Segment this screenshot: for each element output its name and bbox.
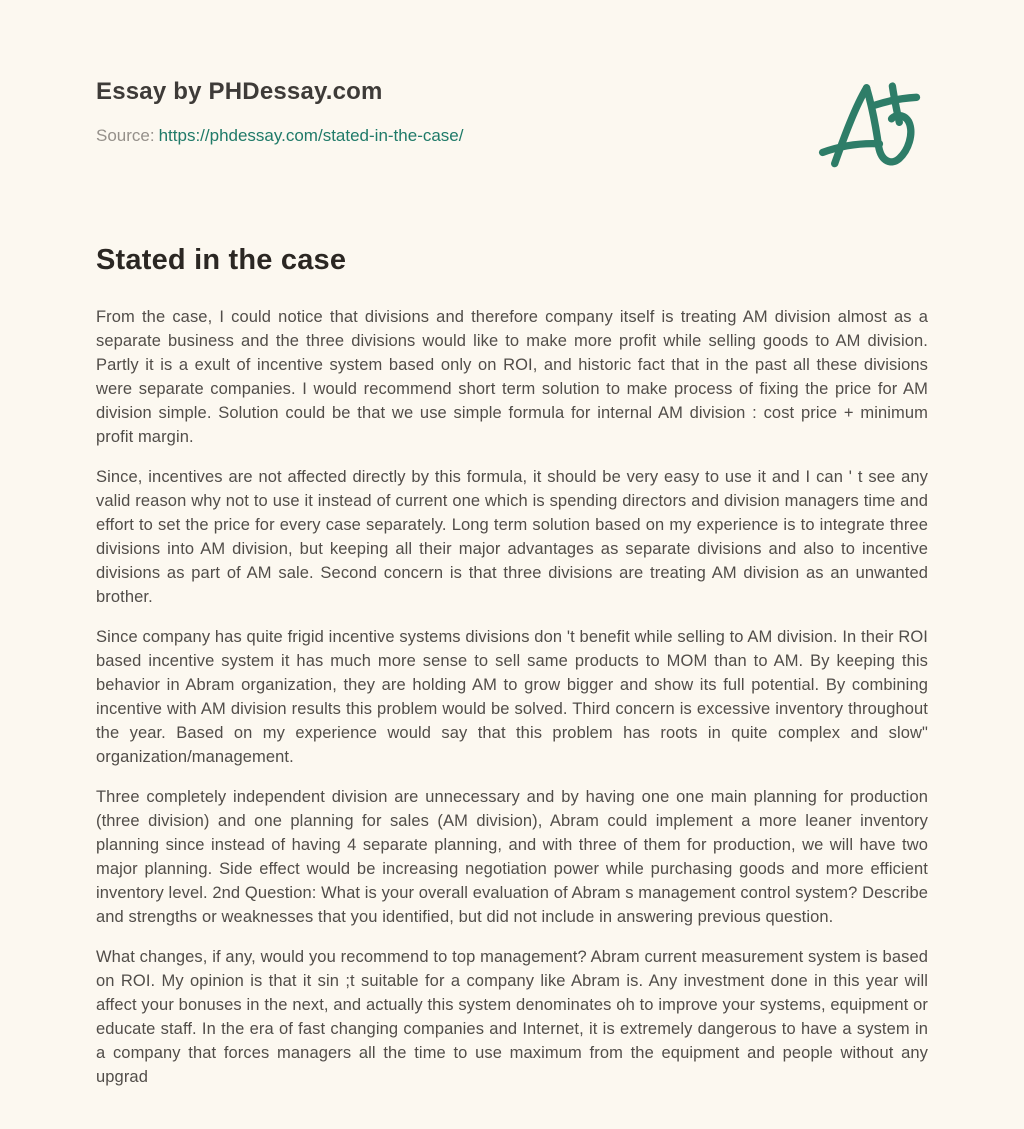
- essay-paragraph: Since, incentives are not affected directly by this formula, it should be very easy to use it and I can ' t see any valid reason why not to use it instead of current one which is spending directors and division managers time and effort to set the price for every case separately. Long term solution based on my experience is to integrate three divisions into AM division, but keeping all their major advantages as separate divisions and also to incentive divisions as part of AM sale. Second concern is that three divisions are treating AM division as an unwanted brother.: [96, 468, 928, 606]
- header-text-block: [96, 72, 463, 146]
- source-label: Source:: [96, 126, 155, 145]
- a-plus-logo-icon: [814, 70, 926, 178]
- essay-body: [96, 305, 928, 1129]
- page-header: [96, 72, 928, 178]
- content-container: [96, 0, 928, 1129]
- source-url-link[interactable]: https://phdessay.com/stated-in-the-case/: [158, 126, 464, 145]
- essay-paragraph: What changes, if any, would you recommend to top management? Abram current measurement system is based on ROI. My opinion is that it sin ;t suitable for a company like Abram is. Any investment done in this year will affect your bonuses in the next, and actually this system denominates oh to improve your systems, equipment or educate staff. In the era of fast changing companies and Internet, it is extremely dangerous to have a system in a company that forces managers all the time to use maximum from the equipment and people without any upgrad: [96, 948, 928, 1086]
- essay-paragraph: Three completely independent division are unnecessary and by having one one main planning for production (three division) and one planning for sales (AM division), Abram could implement a more leaner inventory planning since instead of having 4 separate planning, and with three of them for production, we will have two major planning. Side effect would be increasing negotiation power while purchasing goods and more efficient inventory level. 2nd Question: What is your overall evaluation of Abram s management control system? Describe and strengths or weaknesses that you identified, but did not include in answering previous question.: [96, 788, 928, 926]
- essay-title: Stated in the case: [96, 244, 347, 276]
- site-title: Essay by PHDessay.com: [96, 78, 383, 105]
- essay-paragraph: From the case, I could notice that divisions and therefore company itself is treating AM division almost as a separate business and the three divisions would like to make more profit while selling goods to AM division. Partly it is a exult of incentive system based only on ROI, and historic fact that in the past all these divisions were separate companies. I would recommend short term solution to make process of fixing the price for AM division simple. Solution could be that we use simple formula for internal AM division : cost price + minimum profit margin.: [96, 308, 928, 446]
- essay-paragraph: Since company has quite frigid incentive systems divisions don 't benefit while selling to AM division. In their ROI based incentive system it has much more sense to sell same products to MOM than to AM. By keeping this behavior in Abram organization, they are holding AM to grow bigger and show its full potential. By combining incentive with AM division results this problem would be solved. Third concern is excessive inventory throughout the year. Based on my experience would say that this problem has roots in quite complex and slow" organization/management.: [96, 628, 928, 766]
- source-line: [96, 126, 463, 146]
